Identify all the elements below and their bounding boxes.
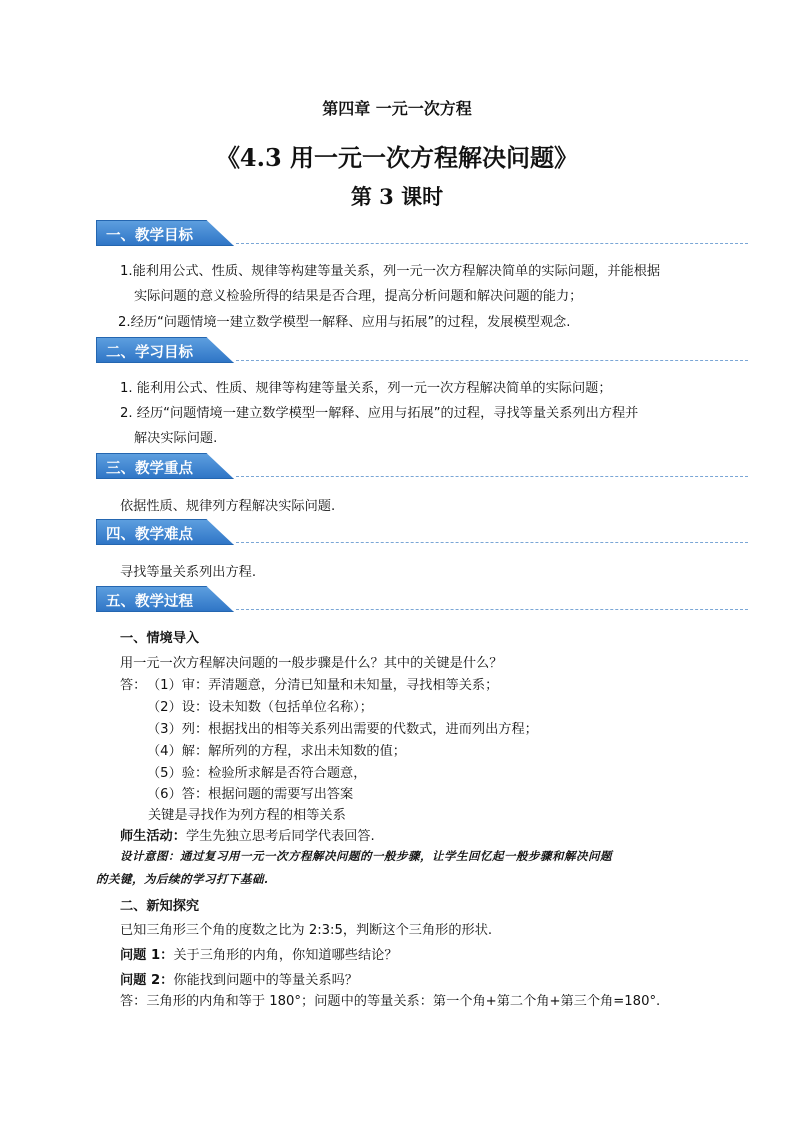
lesson-title: 《4.3 用一元一次方程解决问题》 bbox=[215, 143, 579, 172]
answer-prefix: 答： bbox=[120, 678, 147, 693]
question-2-text: 你能找到问题中的等量关系吗？ bbox=[173, 973, 358, 988]
section-label: 四、教学难点 bbox=[106, 527, 193, 543]
question-2 bbox=[120, 969, 358, 988]
learning-goal-line-1: 1. 能利用公式、性质、规律等构建等量关系，列一元一次方程解决简单的实际问题； bbox=[120, 381, 612, 396]
section-label: 五、教学过程 bbox=[106, 594, 193, 610]
section-divider bbox=[236, 609, 748, 610]
key-point-text: 依据性质、规律列方程解决实际问题. bbox=[120, 499, 336, 514]
question-1-text: 关于三角形的内角，你知道哪些结论？ bbox=[173, 948, 398, 963]
section-label: 一、教学目标 bbox=[106, 228, 193, 244]
section-divider bbox=[236, 360, 748, 361]
section-divider bbox=[236, 476, 748, 477]
step-2: （2）设：设未知数（包括单位名称）； bbox=[147, 700, 373, 715]
chapter-heading: 第四章 一元一次方程 bbox=[322, 99, 472, 118]
teaching-goal-line-3: 2.经历“问题情境一建立数学模型一解释、应用与拓展”的过程，发展模型观念. bbox=[118, 315, 571, 330]
intro-question: 用一元一次方程解决问题的一般步骤是什么？其中的关键是什么？ bbox=[120, 656, 503, 671]
section-divider bbox=[236, 243, 748, 244]
section-header-key-points bbox=[96, 453, 748, 479]
part1-title: 一、情境导入 bbox=[120, 631, 200, 646]
lesson-subtitle: 第 3 课时 bbox=[350, 184, 444, 209]
step-4: （4）解：解所列的方程，求出未知数的值； bbox=[147, 744, 406, 759]
design-intent-line-2: 的关键，为后续的学习打下基础. bbox=[96, 872, 269, 886]
section-header-learning-goals bbox=[96, 337, 748, 363]
question-2-label: 问题 2： bbox=[120, 973, 174, 988]
activity-label: 师生活动： bbox=[120, 829, 186, 844]
section-header-teaching-process bbox=[96, 586, 748, 612]
section-divider bbox=[236, 542, 748, 543]
section-header-teaching-goals bbox=[96, 220, 748, 246]
learning-goal-line-3: 解决实际问题. bbox=[134, 431, 218, 446]
section-header-difficulties bbox=[96, 519, 748, 545]
answer-2: 答：三角形的内角和等于 180°；问题中的等量关系：第一个角+第二个角+第三个角=180°. bbox=[120, 994, 661, 1009]
question-1-label: 问题 1： bbox=[120, 948, 174, 963]
design-intent-line-1: 设计意图：通过复习用一元一次方程解决问题的一般步骤，让学生回忆起一般步骤和解决问题 bbox=[120, 849, 612, 863]
difficulty-text: 寻找等量关系列出方程. bbox=[120, 565, 257, 580]
question-1 bbox=[120, 944, 398, 963]
learning-goal-line-2: 2. 经历“问题情境一建立数学模型一解释、应用与拓展”的过程，寻找等量关系列出方程并 bbox=[120, 406, 639, 421]
activity-line bbox=[120, 825, 375, 844]
part2-title: 二、新知探究 bbox=[120, 899, 200, 914]
step-1: （1）审：弄清题意，分清已知量和未知量，寻找相等关系； bbox=[147, 678, 499, 693]
teaching-goal-line-2: 实际问题的意义检验所得的结果是否合理，提高分析问题和解决问题的能力； bbox=[134, 289, 583, 304]
section-label: 三、教学重点 bbox=[106, 461, 193, 477]
triangle-problem: 已知三角形三个角的度数之比为 2:3:5，判断这个三角形的形状. bbox=[120, 923, 493, 938]
activity-text: 学生先独立思考后同学代表回答. bbox=[185, 829, 375, 844]
section-label: 二、学习目标 bbox=[106, 345, 193, 361]
step-3: （3）列：根据找出的相等关系列出需要的代数式，进而列出方程； bbox=[147, 722, 538, 737]
key-relation: 关键是寻找作为列方程的相等关系 bbox=[148, 808, 346, 823]
step-5: （5）验：检验所求解是否符合题意， bbox=[147, 766, 367, 781]
teaching-goal-line-1: 1.能利用公式、性质、规律等构建等量关系，列一元一次方程解决简单的实际问题，并能根据 bbox=[120, 264, 661, 279]
step-6: （6）答：根据问题的需要写出答案 bbox=[147, 787, 354, 802]
